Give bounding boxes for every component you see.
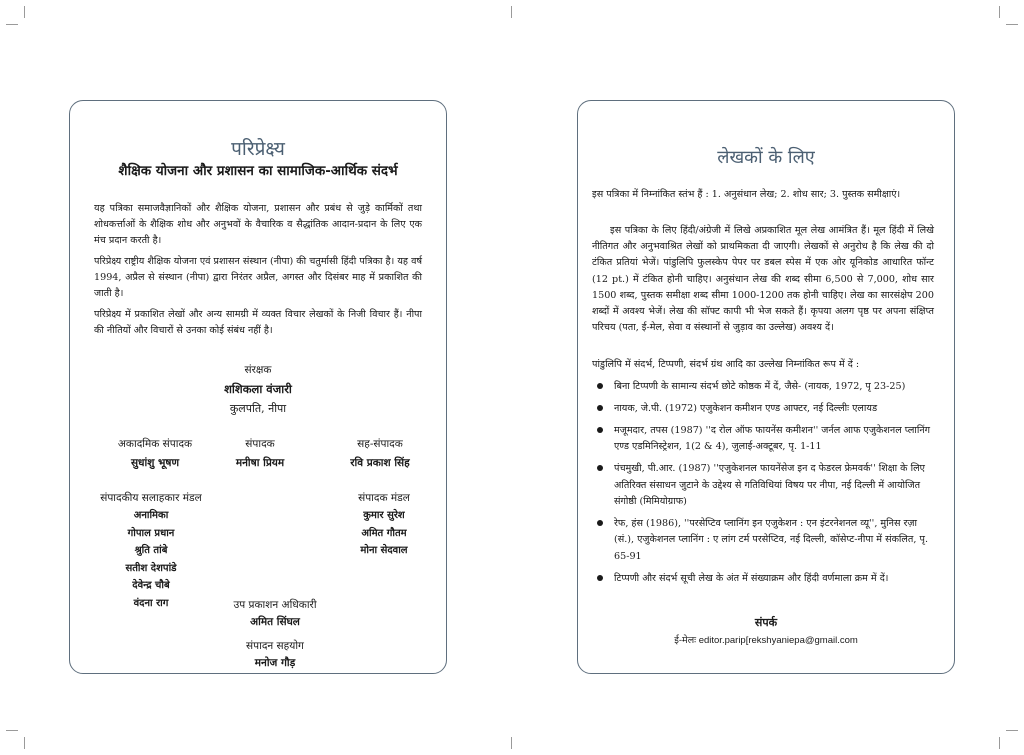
- editorial-assistance-name: मनोज गौड़: [254, 657, 296, 669]
- advisory-board-label: संपादकीय सलाहकार मंडल: [100, 492, 202, 504]
- co-editor-name: रवि प्रकाश सिंह: [350, 457, 410, 469]
- advisory-member: श्रुति तांबे: [134, 545, 168, 556]
- academic-editor-name: सुधांशु भूषण: [130, 457, 180, 469]
- crop-mark: [999, 6, 1000, 18]
- crop-mark: [6, 24, 18, 25]
- advisory-member: देवेन्द्र चौबे: [132, 580, 170, 591]
- references-intro: पांडुलिपि में संदर्भ, टिप्पणी, संदर्भ ग्रंथ आदि का उल्लेख निम्नांकित रूप में दें :: [592, 359, 860, 370]
- email-link[interactable]: editor.parip[rekshyaniepa@gmail.com: [698, 635, 858, 646]
- list-item: पंचमुखी, पी.आर. (1987) ''एजुकेशनल फायनेंसेज इन द फेडरल फ्रेमवर्क'' शिक्षा के लिए अतिरिक्त संसाधन जुटाने के उद्देश्य से गतिविधियां विषय पर नीपा, नई दिल्ली में आयोजित संगोष्ठी (मिमियोग्राफ): [592, 461, 934, 510]
- bullet-icon: [597, 405, 603, 411]
- list-item: नायक, जे.पी. (1972) एजुकेशन कमीशन एण्ड आफ्टर, नई दिल्लीः एलायड: [592, 401, 934, 417]
- academic-editor-label: अकादमिक संपादक: [117, 438, 193, 450]
- editor-name: मनीषा प्रियम: [235, 457, 285, 469]
- publication-paragraph: परिप्रेक्ष्य राष्ट्रीय शैक्षिक योजना एवं प्रशासन संस्थान (नीपा) की चतुर्मासी हिंदी पत्रिका है। यह वर्ष 1994, अप्रैल से संस्थान (नीपा) द्वारा निरंतर अप्रैल, अगस्त और दिसंबर माह में प्रकाशित की जाती है।: [94, 256, 422, 300]
- bullet-icon: [597, 427, 603, 433]
- list-item: बिना टिप्पणी के सामान्य संदर्भ छोटे कोष्ठक में दें, जैसे- (नायक, 1972, पृ 23-25): [592, 379, 934, 395]
- journal-title: परिप्रेक्ष्य: [231, 138, 285, 160]
- advisory-member: गोपाल प्रधान: [127, 527, 175, 539]
- crop-mark: [999, 737, 1000, 749]
- columns-intro: इस पत्रिका में निम्नांकित स्तंभ हैं : 1. अनुसंधान लेख; 2. शोध सार; 3. पुस्तक समीक्षाएं।: [592, 189, 901, 200]
- editorial-board-label: संपादक मंडल: [358, 492, 410, 504]
- deputy-publication-officer-label: उप प्रकाशन अधिकारी: [233, 599, 317, 611]
- deputy-publication-officer-name: अमित सिंघल: [250, 616, 300, 628]
- about-paragraph: यह पत्रिका समाजवैज्ञानिकों और शैक्षिक योजना, प्रशासन और प्रबंध से जुड़े कार्मिकों तथा शोधकर्त्ताओं के शैक्षिक शोध और अनुभवों के वैचारिक व सैद्धांतिक आदान-प्रदान के लिए एक मंच प्रदान करती है।: [94, 203, 422, 247]
- crop-mark: [1006, 730, 1018, 731]
- advisory-member: वंदना राग: [133, 597, 169, 609]
- bullet-icon: [597, 383, 603, 389]
- list-item: रेफ, हंस (1986), ''परसेप्टिव प्लानिंग इन एजुकेशन : एन इंटरनेशनल व्यू'', मुनिस रज़ा (सं.), एजुकेशनल प्लानिंग : ए लांग टर्म परसेप्टिव, नई दिल्ली, कॉसेप्ट-नीपा में संकलित, पृ. 65-91: [592, 516, 934, 565]
- bullet-icon: [597, 465, 603, 471]
- journal-info-panel: [69, 100, 447, 674]
- advisory-member: अनामिका: [133, 510, 169, 521]
- contact-email-line: [578, 633, 954, 646]
- journal-subtitle: शैक्षिक योजना और प्रशासन का सामाजिक-आर्थिक संदर्भ: [118, 163, 398, 179]
- contact-label: संपर्क: [754, 616, 778, 629]
- crop-mark: [511, 6, 512, 18]
- list-item: मजूमदार, तपस (1987) ''द रोल ऑफ फायनेंस कमीशन'' जर्नल आफ एजुकेशनल प्लानिंग एण्ड एडमिनिस्ट्रेशन, 1(2 & 4), जुलाई-अक्टूबर, पृ. 1-11: [592, 423, 934, 456]
- list-item: टिप्पणी और संदर्भ सूची लेख के अंत में संख्याक्रम और हिंदी वर्णमाला क्रम में दें।: [592, 571, 934, 587]
- advisory-member: सतीश देशपांडे: [125, 562, 177, 574]
- guidelines-title: लेखकों के लिए: [717, 147, 815, 168]
- editorial-member: मोना सेदवाल: [360, 545, 408, 556]
- patron-label: संरक्षक: [244, 364, 272, 376]
- editor-label: संपादक: [245, 438, 275, 450]
- crop-mark: [24, 6, 25, 18]
- submission-paragraph: इस पत्रिका के लिए हिंदी/अंग्रेजी में लिखे अप्रकाशित मूल लेख आमंत्रित हैं। मूल हिंदी में लिखे नीतिगत और अनुभवाश्रित लेखों को प्राथमिकता दी जाएगी। लेखकों से अनुरोध है कि लेख की दो टंकित प्रतियां भेजें। पांडुलिपि फुलस्केप पेपर पर डबल स्पेस में एक ओर यूनिकोड आधारित फॉन्ट (12 pt.) में टंकित होनी चाहिए। अनुसंधान लेख की शब्द सीमा 6,500 से 7,000, शोध सार 1500 शब्द, पुस्तक समीक्षा शब्द सीमा 1000-1200 तक होनी चाहिए। लेख का सारसंक्षेप 200 शब्दों में अवश्य भेजें। लेख की सॉफ्ट कापी भी भेज सकते हैं। कृपया अलग पृष्ठ पर अपना संक्षिप्त परिचय (पता, ई-मेल, सेवा व संस्थानों से जुड़ाव का उल्लेख) अवश्य दें।: [592, 225, 934, 334]
- editorial-member: कुमार सुरेश: [363, 510, 405, 521]
- editorial-member: अमित गौतम: [361, 527, 407, 539]
- editorial-assistance-label: संपादन सहयोग: [246, 640, 304, 652]
- disclaimer-paragraph: परिप्रेक्ष्य में प्रकाशित लेखों और अन्य सामग्री में व्यक्त विचार लेखकों के निजी विचार हैं। नीपा की नीतियों और विचारों से उनका कोई संबंध नहीं है।: [94, 309, 422, 337]
- patron-designation: कुलपति, नीपा: [229, 402, 287, 415]
- reference-format-list: [592, 379, 934, 592]
- bullet-icon: [597, 575, 603, 581]
- crop-mark: [24, 737, 25, 749]
- advisory-board-list: [76, 507, 226, 612]
- crop-mark: [1006, 24, 1018, 25]
- email-label: ई-मेलः: [674, 635, 697, 646]
- crop-mark: [511, 737, 512, 749]
- patron-name: शशिकला वंजारी: [224, 382, 292, 396]
- authors-guidelines-panel: [577, 100, 955, 674]
- crop-mark: [6, 730, 18, 731]
- editorial-board-list: [320, 507, 448, 560]
- bullet-icon: [597, 520, 603, 526]
- co-editor-label: सह-संपादक: [357, 438, 403, 450]
